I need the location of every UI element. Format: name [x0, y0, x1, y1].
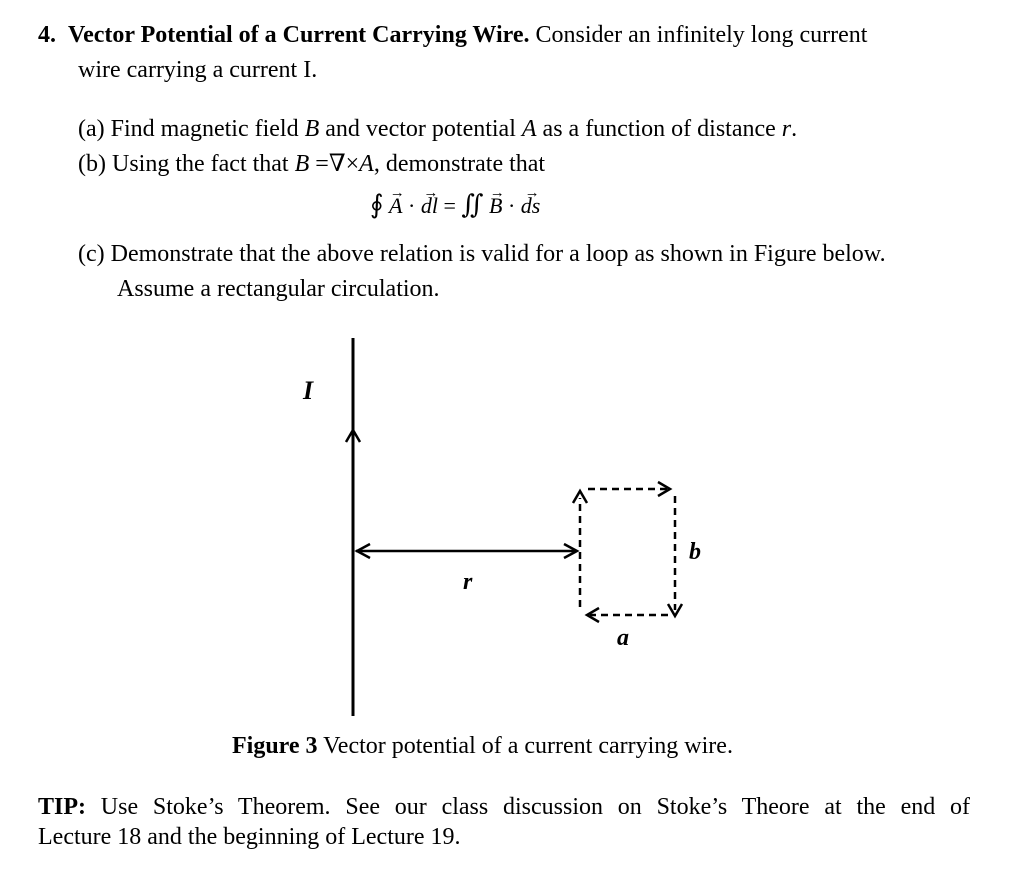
part-c-line2: Assume a rectangular circulation. [117, 276, 440, 302]
tip-label: TIP: [38, 794, 86, 820]
part-a-var-B: B [304, 116, 320, 142]
eq-vec-ds: → ds [521, 191, 541, 221]
width-label: a [617, 625, 629, 651]
figure-caption-label: Figure 3 [232, 733, 318, 759]
problem-intro-line2: wire carrying a current I. [78, 57, 318, 83]
loop-left-arrow-icon [573, 491, 587, 503]
tip-text-line1: Use Stoke’s Theorem. See our class discussion on Stoke’s Theore at the end of [100, 794, 971, 820]
eq-oint: ∮ [370, 190, 384, 219]
current-label: I [303, 376, 314, 405]
part-b-text1: Using the fact that [111, 151, 289, 177]
part-b-var-A: A [359, 151, 374, 177]
height-label: b [689, 539, 701, 565]
distance-label: r [463, 569, 473, 595]
figure-caption-text: Vector potential of a current carrying wire. [323, 733, 733, 759]
eq-vec-A: → A [389, 191, 402, 221]
part-b-text2: , demonstrate that [373, 151, 546, 177]
part-b-times: × [345, 151, 360, 177]
problem-title: Vector Potential of a Current Carrying Wire. [68, 22, 530, 48]
part-b-label: (b) [78, 151, 106, 177]
part-a-text1: Find magnetic field [110, 116, 299, 142]
part-c-line1: Demonstrate that the above relation is valid for a loop as shown in Figure below. [110, 241, 886, 267]
part-a-end: . [791, 116, 798, 142]
part-a-var-r: r [781, 116, 792, 142]
tip-line1 [38, 792, 970, 822]
eq-vec-B: → B [489, 191, 502, 221]
problem-intro-line1: Consider an infinitely long current [535, 22, 868, 48]
eq-equals: = [443, 193, 456, 218]
eq-dot2: · [507, 193, 516, 218]
eq-vec-dl: → dl [421, 191, 438, 221]
part-b-op-equals: = [315, 151, 329, 177]
part-a-label: (a) [78, 116, 105, 142]
eq-dot1: · [408, 193, 416, 218]
part-a-text3: as a function of distance [542, 116, 776, 142]
part-a-text2: and vector potential [325, 116, 516, 142]
figure-caption [232, 731, 733, 761]
part-c-label: (c) [78, 241, 105, 267]
eq-iint: ∬ [461, 190, 484, 219]
problem-number: 4. [38, 22, 56, 48]
part-b-nabla: ∇ [328, 151, 346, 177]
part-b-var-B: B [294, 151, 310, 177]
tip-line2: Lecture 18 and the beginning of Lecture 19. [38, 824, 461, 850]
part-a-var-A: A [521, 116, 537, 142]
